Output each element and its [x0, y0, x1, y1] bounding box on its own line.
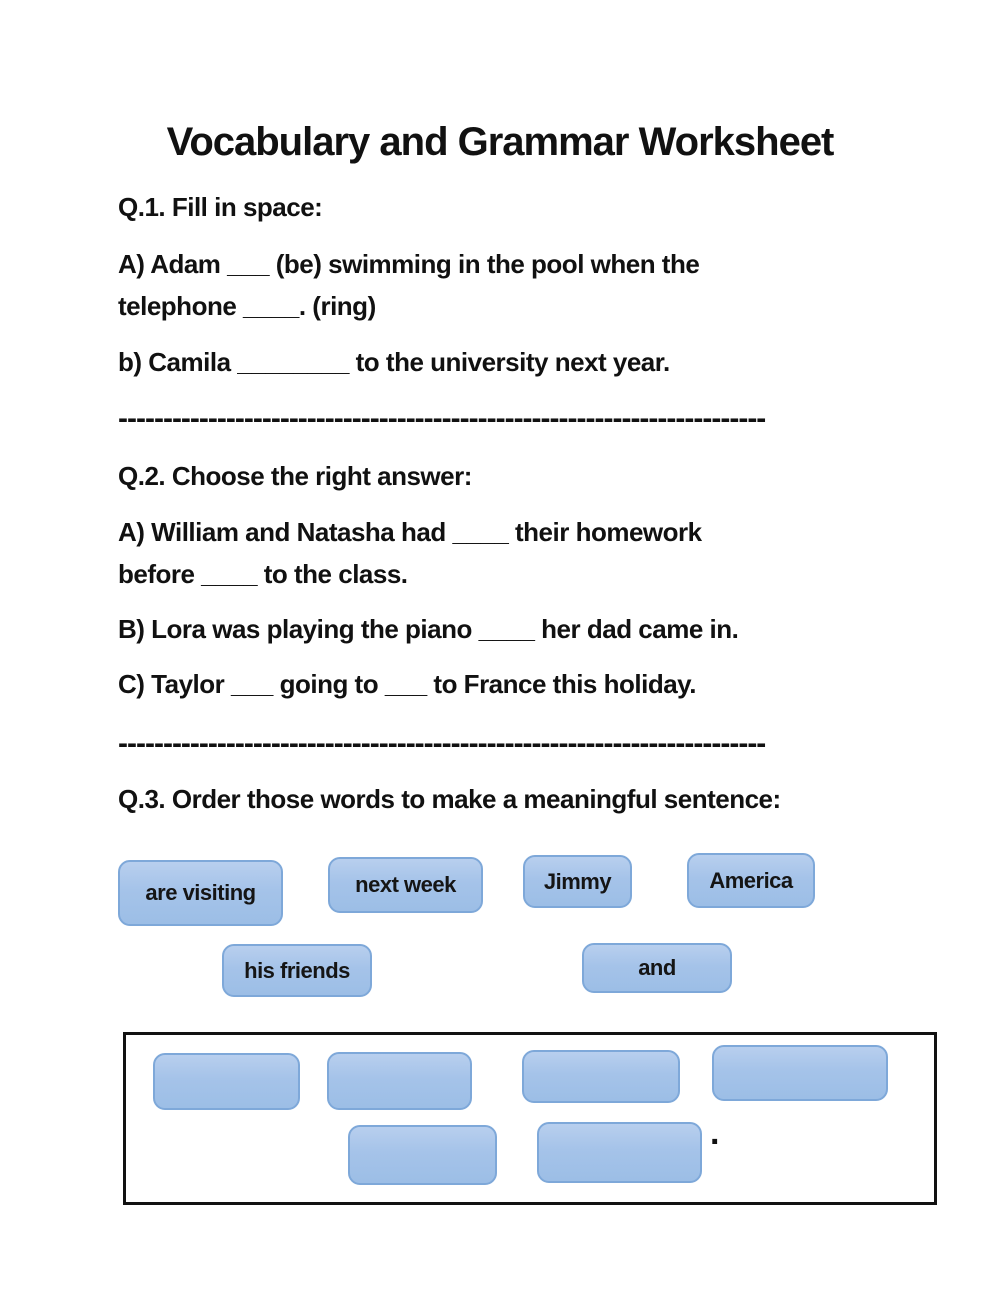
q3-heading: Q.3. Order those words to make a meaningful sentence:	[118, 784, 781, 814]
q1-item-b: b) Camila ________ to the university next year.	[118, 347, 670, 377]
word-chip-jimmy[interactable]	[523, 855, 632, 908]
sentence-period: .	[710, 1114, 720, 1152]
word-chip-his-friends[interactable]	[222, 944, 372, 997]
word-chip-next-week[interactable]	[328, 857, 483, 913]
word-chip-label: Jimmy	[543, 868, 612, 894]
q1-heading: Q.1. Fill in space:	[118, 192, 323, 222]
word-chip-label: his friends	[244, 957, 350, 983]
q1-item-a-line1: A) Adam ___ (be) swimming in the pool when the	[118, 249, 700, 279]
answer-slot-1[interactable]	[153, 1053, 300, 1110]
answer-slot-4[interactable]	[712, 1045, 888, 1101]
q2-item-b: B) Lora was playing the piano ____ her dad came in.	[118, 614, 739, 644]
answer-slot-6[interactable]	[537, 1122, 702, 1183]
answer-slot-5[interactable]	[348, 1125, 497, 1185]
word-chip-label: next week	[355, 872, 456, 897]
divider-2: ------------------------------------------------------------------------	[118, 727, 766, 760]
q2-heading: Q.2. Choose the right answer:	[118, 461, 472, 491]
q2-item-a-line2: before ____ to the class.	[118, 559, 408, 589]
word-chip-label: are visiting	[145, 880, 256, 905]
word-chip-are-visiting[interactable]	[118, 860, 283, 926]
word-chip-label: and	[638, 955, 676, 980]
word-chip-and[interactable]	[582, 943, 732, 993]
divider-1: ------------------------------------------------------------------------	[118, 402, 766, 435]
answer-slot-2[interactable]	[327, 1052, 472, 1110]
q1-item-a-line2: telephone ____. (ring)	[118, 291, 376, 321]
word-chip-america[interactable]	[687, 853, 815, 908]
q2-item-c: C) Taylor ___ going to ___ to France this holiday.	[118, 669, 696, 699]
q2-item-a-line1: A) William and Natasha had ____ their homework	[118, 517, 702, 547]
page-title: Vocabulary and Grammar Worksheet	[166, 120, 834, 164]
word-chip-label: America	[709, 867, 793, 893]
answer-slot-3[interactable]	[522, 1050, 680, 1103]
